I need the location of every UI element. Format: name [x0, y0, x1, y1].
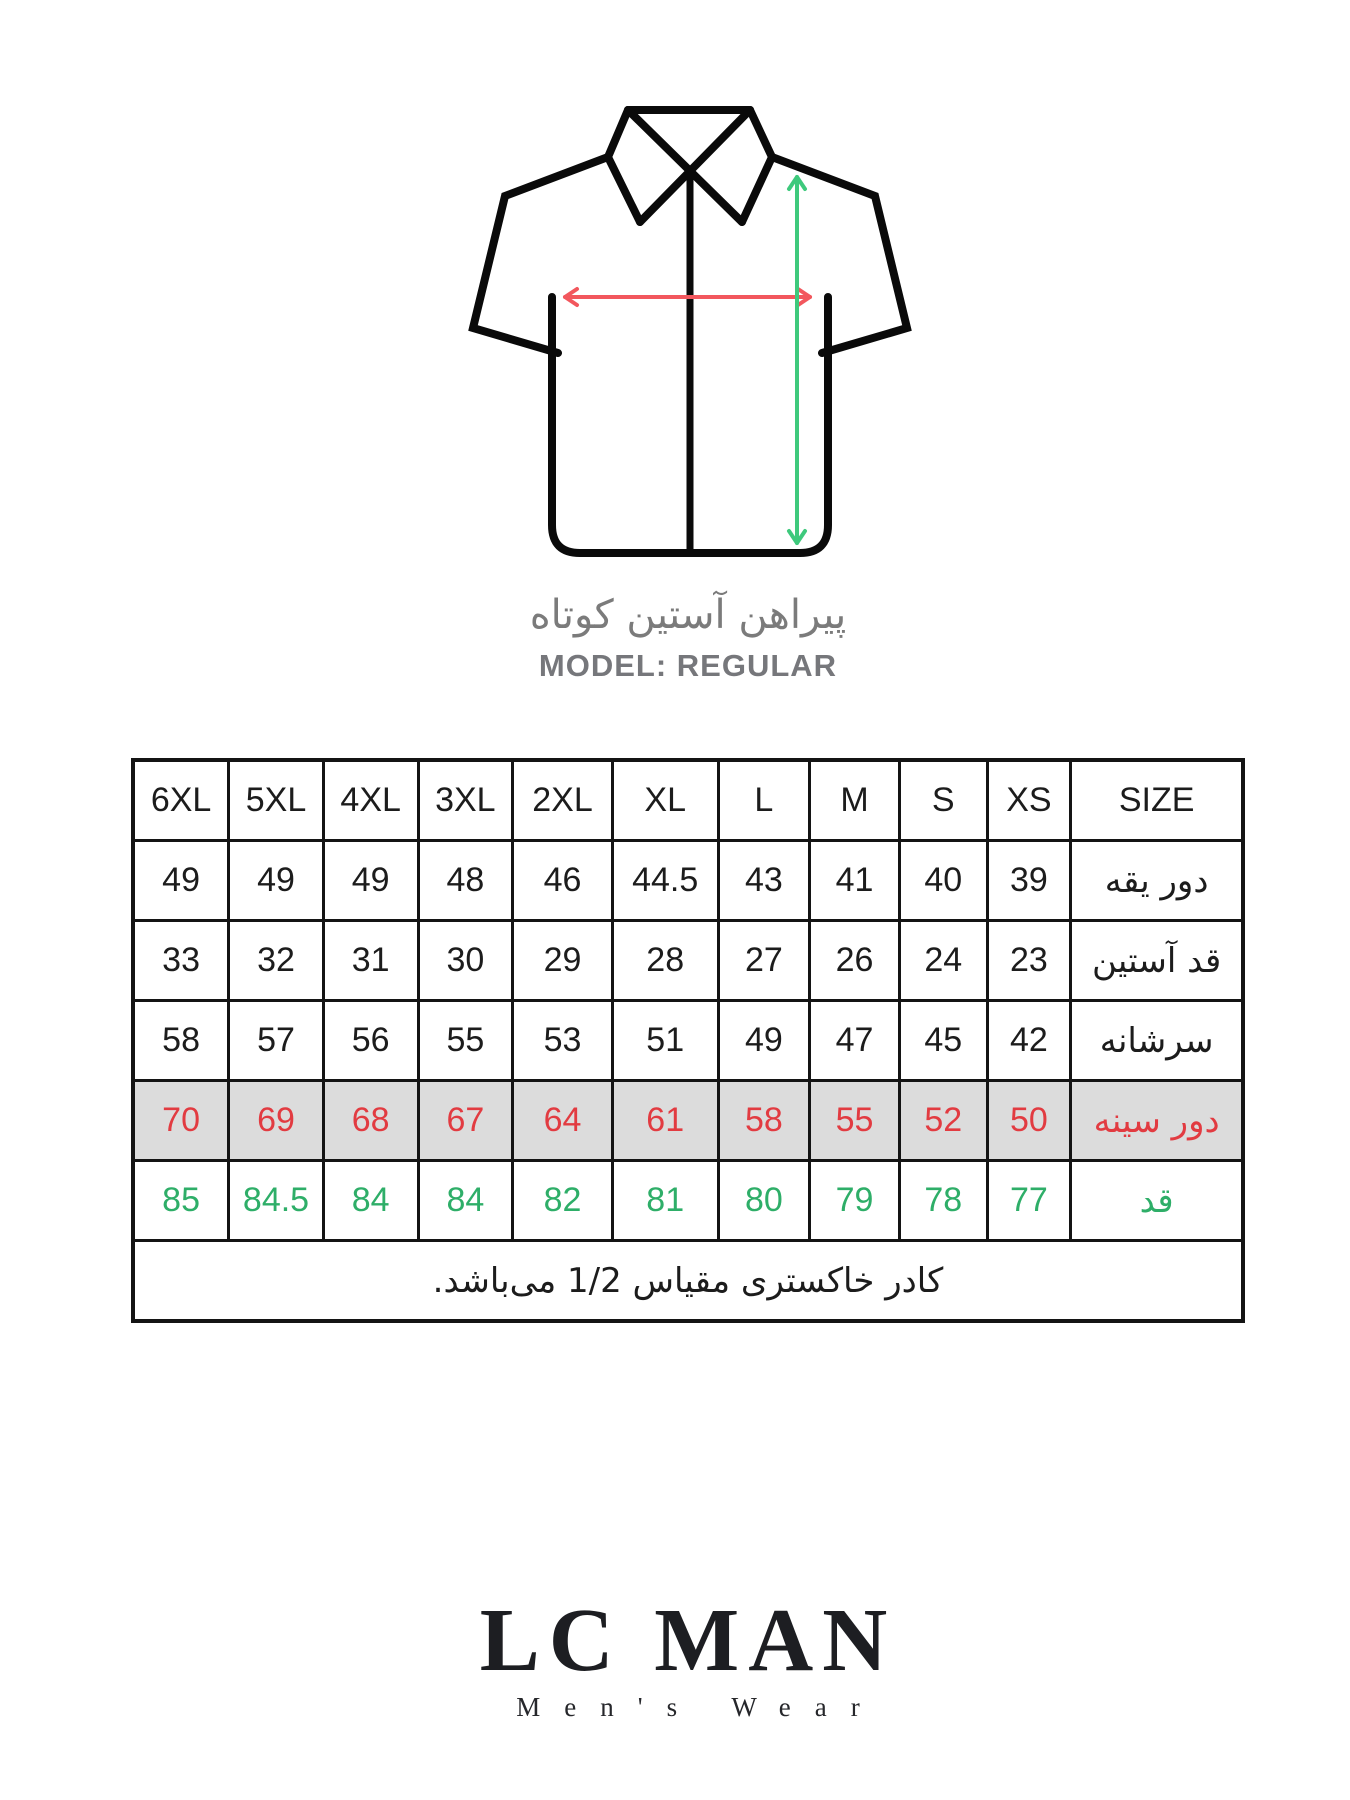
measurement-cell: 50 — [987, 1081, 1071, 1161]
row-label-cell: قد آستین — [1071, 921, 1243, 1001]
brand-logo-name: LC MAN — [479, 1591, 897, 1690]
size-header-cell: SIZE — [1071, 760, 1243, 841]
size-table-body — [133, 760, 1243, 1321]
measurement-cell: 49 — [133, 841, 229, 921]
measurement-cell: 40 — [899, 841, 987, 921]
row-label-cell: سرشانه — [1071, 1001, 1243, 1081]
size-header-cell: M — [810, 760, 900, 841]
size-header-cell: 3XL — [418, 760, 513, 841]
measurement-row — [133, 1161, 1243, 1241]
model-label: MODEL: REGULAR — [538, 648, 838, 683]
measurement-cell: 46 — [513, 841, 613, 921]
shirt-caption: پیراهن آستین کوتاه — [529, 592, 847, 638]
measurement-cell: 24 — [899, 921, 987, 1001]
measurement-cell: 85 — [133, 1161, 229, 1241]
row-label-cell: دور سینه — [1071, 1081, 1243, 1161]
row-label-cell: دور یقه — [1071, 841, 1243, 921]
measurement-cell: 49 — [323, 841, 418, 921]
measurement-cell: 78 — [899, 1161, 987, 1241]
brand-logo-tagline: Men's Wear — [516, 1692, 884, 1722]
shirt-diagram — [395, 85, 915, 565]
measurement-cell: 49 — [229, 841, 324, 921]
measurement-cell: 29 — [513, 921, 613, 1001]
measurement-cell: 84.5 — [229, 1161, 324, 1241]
measurement-cell: 52 — [899, 1081, 987, 1161]
measurement-row — [133, 841, 1243, 921]
measurement-cell: 41 — [810, 841, 900, 921]
measurement-cell: 69 — [229, 1081, 324, 1161]
measurement-cell: 56 — [323, 1001, 418, 1081]
measurement-cell: 33 — [133, 921, 229, 1001]
measurement-cell: 30 — [418, 921, 513, 1001]
measurement-cell: 79 — [810, 1161, 900, 1241]
measurement-cell: 51 — [612, 1001, 718, 1081]
measurement-cell: 55 — [418, 1001, 513, 1081]
measurement-cell: 43 — [718, 841, 810, 921]
size-header-cell: S — [899, 760, 987, 841]
measurement-cell: 27 — [718, 921, 810, 1001]
size-header-cell: 2XL — [513, 760, 613, 841]
measurement-cell: 31 — [323, 921, 418, 1001]
measurement-cell: 45 — [899, 1001, 987, 1081]
note-row — [133, 1241, 1243, 1322]
measurement-cell: 80 — [718, 1161, 810, 1241]
size-table — [131, 758, 1245, 1323]
measurement-row — [133, 921, 1243, 1001]
measurement-cell: 77 — [987, 1161, 1071, 1241]
measurement-row — [133, 1001, 1243, 1081]
measurement-cell: 44.5 — [612, 841, 718, 921]
size-header-cell: 5XL — [229, 760, 324, 841]
measurement-cell: 58 — [718, 1081, 810, 1161]
measurement-cell: 42 — [987, 1001, 1071, 1081]
measurement-cell: 39 — [987, 841, 1071, 921]
length-arrow — [789, 177, 805, 543]
shirt-outline — [473, 110, 907, 553]
size-header-cell: L — [718, 760, 810, 841]
measurement-cell: 64 — [513, 1081, 613, 1161]
table-note: کادر خاکستری مقیاس 1/2 می‌باشد. — [133, 1241, 1243, 1322]
row-label-cell: قد — [1071, 1161, 1243, 1241]
measurement-cell: 26 — [810, 921, 900, 1001]
size-header-cell: 6XL — [133, 760, 229, 841]
measurement-cell: 57 — [229, 1001, 324, 1081]
measurement-cell: 84 — [418, 1161, 513, 1241]
measurement-cell: 67 — [418, 1081, 513, 1161]
measurement-cell: 58 — [133, 1001, 229, 1081]
size-header-cell: 4XL — [323, 760, 418, 841]
measurement-cell: 55 — [810, 1081, 900, 1161]
size-header-cell: XS — [987, 760, 1071, 841]
measurement-cell: 53 — [513, 1001, 613, 1081]
measurement-cell: 84 — [323, 1161, 418, 1241]
measurement-row — [133, 1081, 1243, 1161]
measurement-cell: 32 — [229, 921, 324, 1001]
measurement-cell: 81 — [612, 1161, 718, 1241]
measurement-cell: 48 — [418, 841, 513, 921]
size-header-row — [133, 760, 1243, 841]
measurement-cell: 70 — [133, 1081, 229, 1161]
measurement-cell: 47 — [810, 1001, 900, 1081]
measurement-cell: 68 — [323, 1081, 418, 1161]
measurement-cell: 82 — [513, 1161, 613, 1241]
measurement-cell: 28 — [612, 921, 718, 1001]
measurement-cell: 49 — [718, 1001, 810, 1081]
measurement-cell: 23 — [987, 921, 1071, 1001]
measurement-cell: 61 — [612, 1081, 718, 1161]
brand-logo — [131, 1591, 1245, 1723]
size-header-cell: XL — [612, 760, 718, 841]
